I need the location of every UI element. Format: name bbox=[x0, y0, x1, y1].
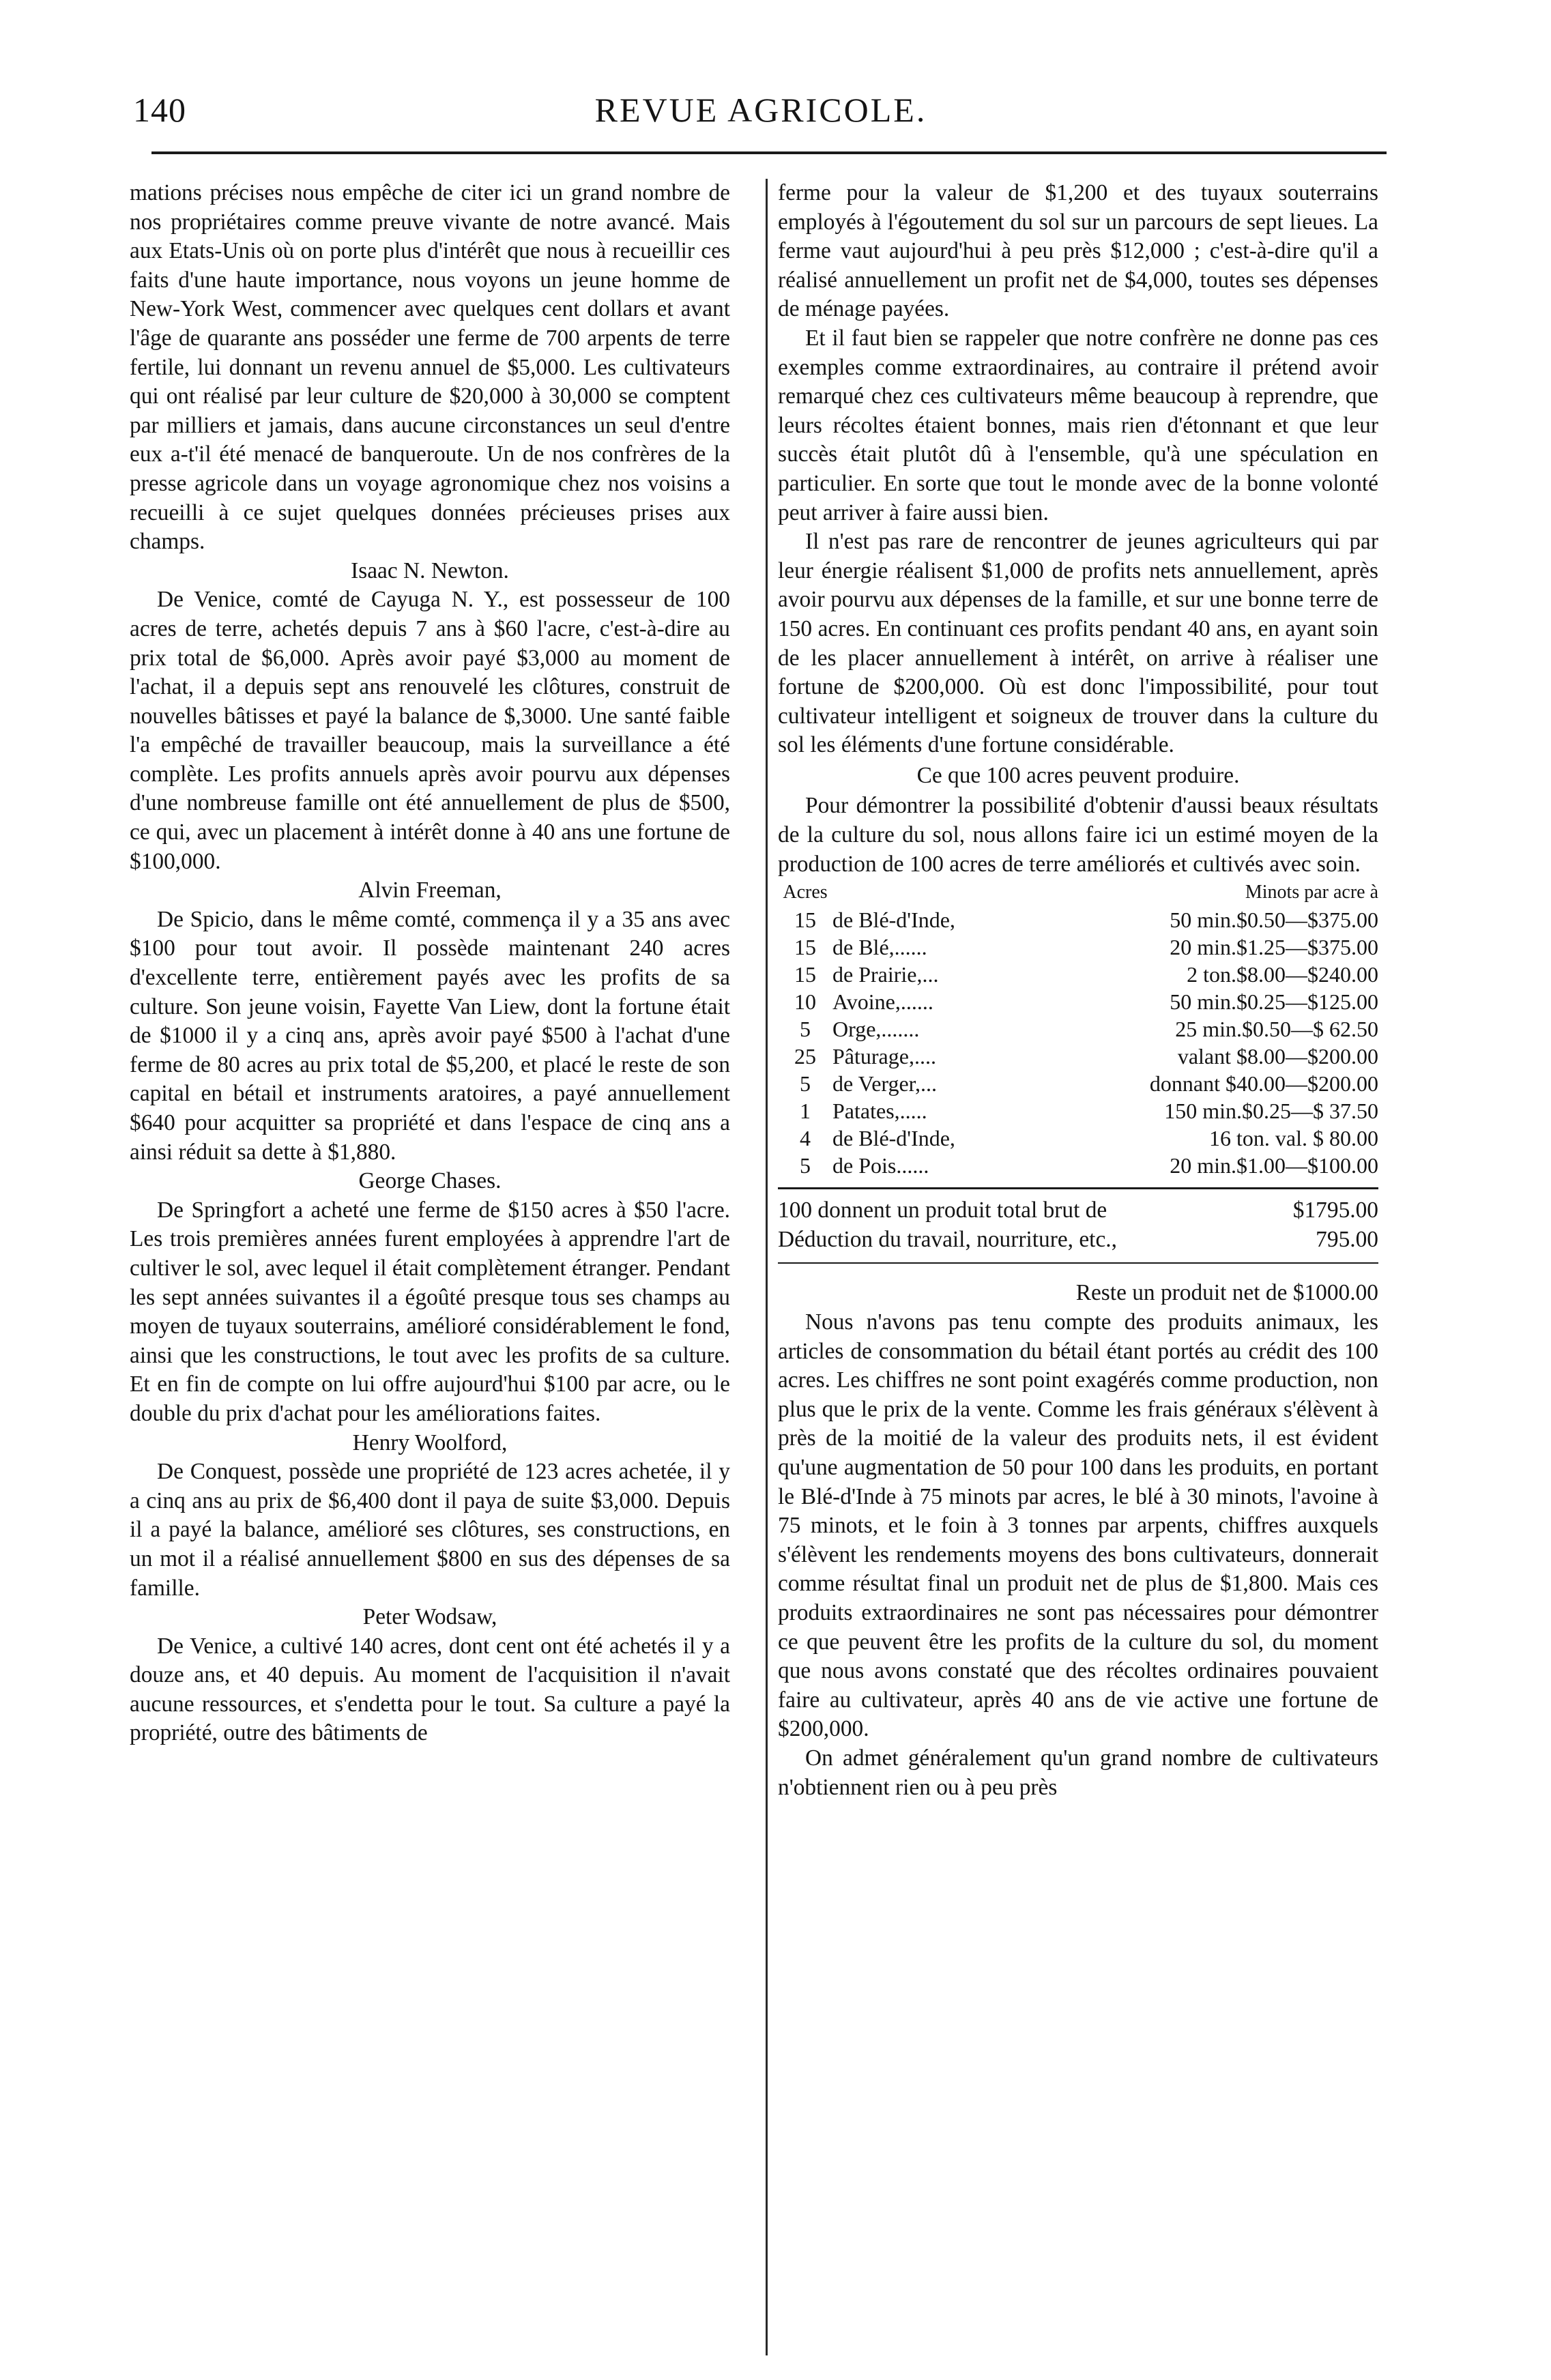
deduction-row bbox=[778, 1225, 1378, 1255]
cell-crop: de Blé-d'Inde, bbox=[832, 1126, 955, 1151]
paragraph: Il n'est pas rare de rencontrer de jeunes agriculteurs qui par leur énergie réalisent $1,000 de profits nets annuellement, après avoir pourvu aux dépenses de la famille, et sur une bonne terre de 150 acres. En continuant ces profits pendant 40 ans, en ayant soin de les placer annuellement à intérêt, on arrive à réaliser une fortune de $200,000. Où est donc l'impossibilité, pour tout cultivateur intelligent et soigneux de trouver dans la culture du sol les éléments d'une fortune considérable. bbox=[778, 529, 1378, 758]
total-value: $1795.00 bbox=[1292, 1198, 1378, 1223]
cell-value: 25 min.$0.50—$ 62.50 bbox=[1175, 1017, 1378, 1042]
paragraph: Et il faut bien se rappeler que notre confrère ne donne pas ces exemples comme extraordinaires, au contraire il prétend avoir remarqué chez ces cultivateurs même beaucoup à reprendre, que leurs récoltes étaient bonnes, mais rien d'étonnant et que leur succès était plutôt dû à l'ensemble, qu'à une spéculation en particulier. En sorte que tout le monde avec de la bonne volonté peut arriver à faire aussi bien. bbox=[778, 325, 1378, 525]
table-row bbox=[778, 1015, 1378, 1043]
cell-acres: 5 bbox=[800, 1071, 811, 1097]
cell-acres: 5 bbox=[800, 1153, 811, 1178]
paragraph: ferme pour la valeur de $1,200 et des tuyaux souterrains employés à l'égoutement du sol sur un parcours de sept lieues. La ferme vaut aujourd'hui à peu près $12,000 ; c'est-à-dire qu'il a réalisé annuellement un profit net de $4,000, toutes ses dépenses de ménage payées. bbox=[778, 180, 1378, 322]
left-column bbox=[130, 179, 730, 1748]
paragraph: De Spicio, dans le même comté, commença il y a 35 ans avec $100 pour tout avoir. Il possède maintenant 240 acres d'excellente terre, entièrement payés avec les profits de sa culture. Son jeune voisin, Fayette Van Liew, dont la fortune était de $1000 il y a cinq ans, après avoir payé $500 à l'achat d'une ferme de 80 acres au prix total de $5,200, et placé le reste de son capital en bétail et instruments aratoires, a payé annuellement $640 pour acquitter sa propriété et dans l'espace de cinq ans a ainsi réduit sa dette à $1,880. bbox=[130, 906, 730, 1165]
table-row bbox=[778, 988, 1378, 1015]
deduction-label: Déduction du travail, nourriture, etc., bbox=[778, 1226, 1117, 1252]
total-row bbox=[778, 1196, 1378, 1225]
right-column bbox=[778, 179, 1378, 1802]
table-row bbox=[778, 961, 1378, 988]
sum-rule bbox=[778, 1262, 1378, 1264]
cell-crop: de Blé,...... bbox=[832, 935, 927, 960]
cell-acres: 15 bbox=[794, 962, 816, 987]
cell-crop: de Prairie,... bbox=[832, 962, 939, 987]
table-row bbox=[778, 1124, 1378, 1152]
section-signature: Isaac N. Newton. bbox=[351, 557, 509, 583]
net-product: Reste un produit net de $1000.00 bbox=[1075, 1280, 1378, 1306]
cell-acres: 1 bbox=[800, 1099, 811, 1124]
cell-acres: 4 bbox=[800, 1126, 811, 1151]
cell-acres: 25 bbox=[794, 1044, 816, 1069]
cell-crop: de Verger,... bbox=[832, 1071, 938, 1097]
paragraph: Pour démontrer la possibilité d'obtenir d'aussi beaux résultats de la culture du sol, nous allons faire ici un estimé moyen de la production de 100 acres de terre améliorés et cultivés avec soin. bbox=[778, 793, 1378, 877]
cell-crop: Pâturage,.... bbox=[832, 1044, 936, 1069]
header-rule bbox=[151, 151, 1387, 154]
cell-value: 20 min.$1.00—$100.00 bbox=[1170, 1153, 1378, 1178]
paragraph: On admet généralement qu'un grand nombre de cultivateurs n'obtiennent rien ou à peu près bbox=[778, 1745, 1378, 1800]
page-number: 140 bbox=[133, 91, 186, 129]
cell-crop: Orge,....... bbox=[832, 1017, 920, 1042]
column-header-acres: Acres bbox=[783, 882, 828, 903]
table-header-row bbox=[778, 879, 1378, 906]
cell-value: 2 ton.$8.00—$240.00 bbox=[1187, 962, 1378, 987]
table-row bbox=[778, 1097, 1378, 1124]
table-row bbox=[778, 1043, 1378, 1070]
table-row bbox=[778, 1152, 1378, 1179]
table-rule bbox=[778, 1187, 1378, 1189]
paragraph: De Venice, a cultivé 140 acres, dont cent ont été achetés il y a douze ans, et 40 depuis. Au moment de l'acquisition il n'avait aucune ressources, et s'endetta pour le tout. Sa culture a payé la propriété, outre des bâtiments de bbox=[130, 1633, 730, 1746]
table-row bbox=[778, 1070, 1378, 1097]
cell-crop: de Blé-d'Inde, bbox=[832, 908, 955, 933]
table-row bbox=[778, 906, 1378, 933]
cell-value: 20 min.$1.25—$375.00 bbox=[1170, 935, 1378, 960]
cell-acres: 15 bbox=[794, 908, 816, 933]
section-signature: Peter Wodsaw, bbox=[362, 1604, 497, 1630]
total-label: 100 donnent un produit total brut de bbox=[778, 1198, 1107, 1223]
deduction-value: 795.00 bbox=[1316, 1226, 1378, 1252]
section-signature: Alvin Freeman, bbox=[358, 877, 502, 903]
cell-value: 150 min.$0.25—$ 37.50 bbox=[1164, 1099, 1378, 1124]
cell-crop: Avoine,...... bbox=[832, 989, 933, 1015]
table-row bbox=[778, 933, 1378, 961]
paragraph: mations précises nous empêche de citer ici un grand nombre de nos propriétaires comme preuve vivante de notre avancé. Mais aux Etats-Unis où on porte plus d'intérêt que nous à recueillir ces faits d'une haute importance, nous voyons un jeune homme de New-York West, commencer avec quelques cent dollars et avant l'âge de quarante ans posséder une ferme de 700 arpents de terre fertile, lui donnant un revenu annuel de $5,000. Les cultivateurs qui ont réalisé par leur culture de $20,000 à 30,000 se comptent par milliers et jamais, dans aucune circonstances un seul d'entre eux a-t'il été menacé de banqueroute. Un de nos confrères de la presse agricole dans un voyage agronomique chez nos voisins a recueilli à ce sujet quelques données précieuses prises aux champs. bbox=[130, 180, 730, 555]
cell-crop: Patates,..... bbox=[832, 1099, 927, 1124]
paragraph: De Conquest, possède une propriété de 123 acres achetée, il y a cinq ans au prix de $6,400 dont il paya de suite $3,000. Depuis il a payé la balance, amélioré ses clôtures, ses constructions, en un mot il a réalisé annuellement $800 en sus des dépenses de sa famille. bbox=[130, 1459, 730, 1601]
paragraph: Nous n'avons pas tenu compte des produits animaux, les articles de consommation du bétail étant portés au crédit des 100 acres. Les chiffres ne sont point exagérés comme production, non plus que le prix de la vente. Comme les frais généraux s'élèvent à près de la moitié de la valeur des produits nets, il est évident qu'une augmentation de 50 pour 100 dans les produits, en portant le Blé-d'Inde à 75 minots par acres, le blé à 30 minots, l'avoine à 75 minots, et le foin à 3 tonnes par arpents, chiffres auxquels s'élèvent les rendements moyens des bons cultivateurs, donnerait comme résultat final un produit net de plus de $1,800. Mais ces produits extraordinaires ne sont pas nécessaires pour démontrer ce que peuvent être les profits de la culture du sol, du moment que nous avons constaté que des récoltes ordinaires pouvaient faire au cultivateur, après 40 ans de vie active une fortune de $200,000. bbox=[778, 1309, 1378, 1742]
section-heading: Ce que 100 acres peuvent produire. bbox=[916, 762, 1240, 788]
section-signature: George Chases. bbox=[358, 1168, 502, 1194]
cell-acres: 15 bbox=[794, 935, 816, 960]
cell-value: donnant $40.00—$200.00 bbox=[1149, 1071, 1378, 1097]
paragraph: De Springfort a acheté une ferme de $150 acres à $50 l'acre. Les trois premières années furent employées à apprendre l'art de cultiver le sol, avec lequel il était complètement étranger. Pendant les sept années suivantes il a égoûté presque tous ses champs au moyen de tuyaux souterrains, amélioré considérablement le fond, ainsi que les constructions, le tout avec les profits de sa culture. Et en fin de compte on lui offre aujourd'hui $100 par acre, ou le double du prix d'achat pour les améliorations faites. bbox=[130, 1197, 730, 1426]
column-divider bbox=[766, 179, 768, 2355]
production-table bbox=[778, 879, 1378, 1179]
cell-crop: de Pois...... bbox=[832, 1153, 929, 1178]
page-header bbox=[133, 90, 1389, 138]
section-signature: Henry Woolford, bbox=[352, 1430, 508, 1455]
cell-acres: 5 bbox=[800, 1017, 811, 1042]
column-header-minots: Minots par acre à bbox=[1245, 882, 1378, 903]
running-title: REVUE AGRICOLE. bbox=[594, 91, 927, 129]
cell-value: 50 min.$0.50—$375.00 bbox=[1170, 908, 1378, 933]
cell-acres: 10 bbox=[794, 989, 816, 1015]
paragraph: De Venice, comté de Cayuga N. Y., est possesseur de 100 acres de terre, achetés depuis 7 ans à $60 l'acre, c'est-à-dire au prix total de $6,000. Après avoir payé $3,000 au moment de l'achat, il a depuis sept ans renouvelé les clôtures, construit de nouvelles bâtisses et payé la balance de $,3000. Une santé faible l'a empêché de travailler beaucoup, mais la surveillance a été complète. Les profits annuels après avoir pourvu aux dépenses d'une nombreuse famille ont été annuellement de plus de $500, ce qui, avec un placement à intérêt donne à 40 ans une fortune de $100,000. bbox=[130, 587, 730, 874]
cell-value: valant $8.00—$200.00 bbox=[1177, 1044, 1378, 1069]
cell-value: 50 min.$0.25—$125.00 bbox=[1170, 989, 1378, 1015]
cell-value: 16 ton. val. $ 80.00 bbox=[1209, 1126, 1378, 1151]
